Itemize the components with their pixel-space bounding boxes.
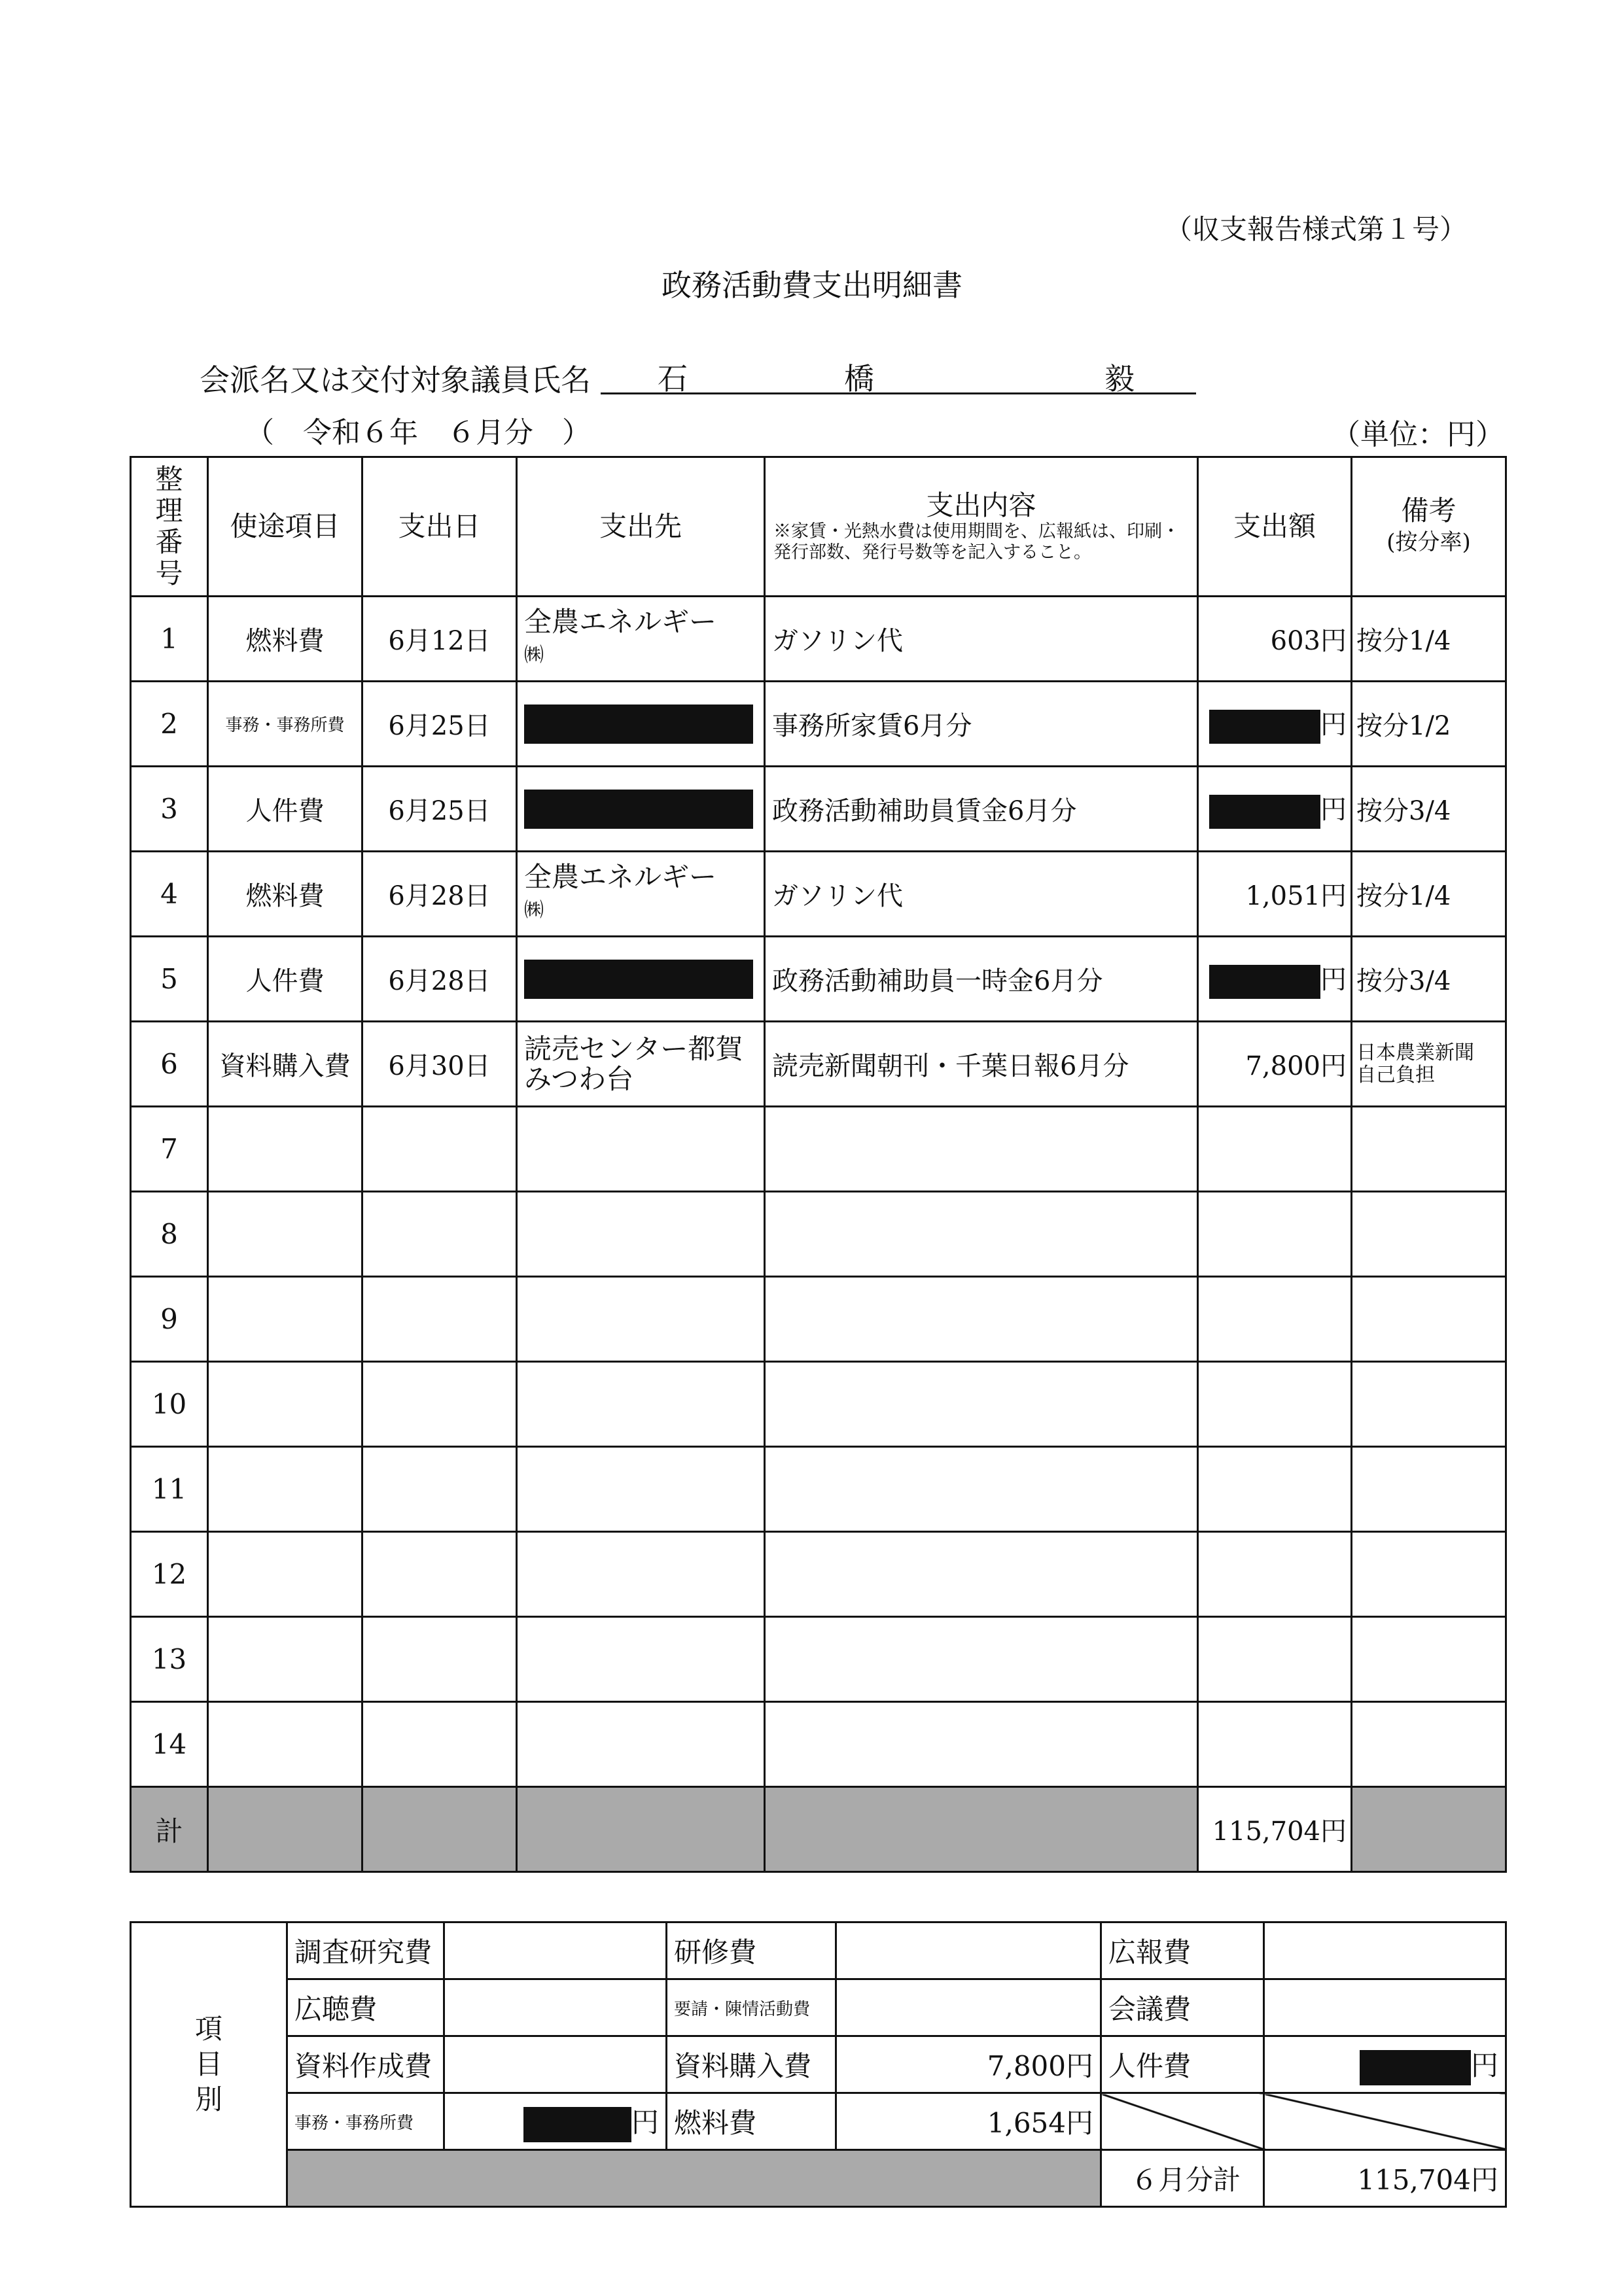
row-date: 6月28日: [362, 937, 517, 1022]
row-no: 14: [131, 1702, 208, 1787]
doc-creation-value: [444, 2036, 667, 2093]
row-amount: 円: [1198, 937, 1352, 1022]
row-no: 10: [131, 1362, 208, 1447]
fuel-label: 燃料費: [667, 2093, 836, 2150]
redaction-bar: [524, 790, 753, 829]
row-amount: 603円: [1198, 597, 1352, 682]
member-name-part-2: 橋: [844, 361, 874, 396]
row-remarks: 按分1/4: [1352, 597, 1506, 682]
row-date: 6月25日: [362, 767, 517, 852]
redaction-bar: [1209, 795, 1320, 829]
row-remarks: 按分3/4: [1352, 767, 1506, 852]
row-date: 6月25日: [362, 682, 517, 767]
col-header-payee: 支出先: [517, 457, 765, 597]
fuel-value: 1,654円: [836, 2093, 1101, 2150]
row-no: 9: [131, 1277, 208, 1362]
col-header-item: 使途項目: [208, 457, 362, 597]
row-item: 燃料費: [208, 852, 362, 937]
member-label: 会派名又は交付対象議員氏名: [200, 362, 591, 398]
research-value: [444, 1922, 667, 1979]
doc-purchase-label: 資料購入費: [667, 2036, 836, 2093]
redaction-bar: [523, 2107, 631, 2142]
col-header-no: 整理番号: [131, 457, 208, 597]
row-no: 1: [131, 597, 208, 682]
month-total-amount: 115,704円: [1264, 2150, 1506, 2207]
row-no: 12: [131, 1532, 208, 1617]
row-no: 13: [131, 1617, 208, 1702]
pr-value: [1264, 1922, 1506, 1979]
row-payee: 全農エネルギー ㈱: [517, 597, 765, 682]
table-row: [131, 767, 1506, 852]
row-payee: 読売センター都賀みつわ台: [517, 1022, 765, 1107]
row-item: 資料購入費: [208, 1022, 362, 1107]
doc-creation-label: 資料作成費: [287, 2036, 444, 2093]
table-row: [131, 1532, 1506, 1617]
petition-label: 要請・陳情活動費: [667, 1979, 836, 2036]
unit-label: （単位：円）: [1332, 418, 1504, 451]
row-content: ガソリン代: [765, 597, 1198, 682]
form-number: （収支報告様式第１号）: [1165, 213, 1468, 245]
content-header-note: ※家賃・光熱水費は使用期間を、広報紙は、印刷・発行部数、発行号数等を記入すること。: [773, 521, 1180, 563]
expense-table: [130, 456, 1507, 1873]
personnel-value: 円: [1264, 2036, 1506, 2093]
col-header-remarks: [1352, 457, 1506, 597]
row-content: 事務所家賃6月分: [765, 682, 1198, 767]
row-amount: 円: [1198, 767, 1352, 852]
total-amount: 115,704円: [1198, 1787, 1352, 1872]
row-payee: [517, 682, 765, 767]
member-name-part-1: 石: [658, 361, 688, 396]
row-no: 11: [131, 1447, 208, 1532]
row-amount: 7,800円: [1198, 1022, 1352, 1107]
table-header-row: [131, 457, 1506, 597]
meeting-label: 会議費: [1101, 1979, 1264, 2036]
redaction-bar: [1360, 2050, 1471, 2085]
meeting-value: [1264, 1979, 1506, 2036]
office-label: 事務・事務所費: [287, 2093, 444, 2150]
remarks-header-sub: (按分率): [1386, 529, 1471, 555]
page-title: 政務活動費支出明細書: [662, 268, 962, 303]
row-content: ガソリン代: [765, 852, 1198, 937]
category-summary-table: [130, 1921, 1507, 2208]
row-remarks: 按分3/4: [1352, 937, 1506, 1022]
total-row: [131, 1787, 1506, 1872]
row-date: 6月28日: [362, 852, 517, 937]
row-remarks: 日本農業新聞 自己負担: [1352, 1022, 1506, 1107]
redaction-bar: [1209, 710, 1320, 744]
row-no: 2: [131, 682, 208, 767]
row-item: 人件費: [208, 937, 362, 1022]
month-total-label: ６月分計: [1101, 2150, 1264, 2207]
col-header-content: [765, 457, 1198, 597]
pr-label: 広報費: [1101, 1922, 1264, 1979]
hearing-value: [444, 1979, 667, 2036]
table-row: [131, 597, 1506, 682]
redaction-bar: [524, 704, 753, 744]
gray-filler: [287, 2150, 1101, 2207]
table-row: [131, 1192, 1506, 1277]
category-side-label: 項 目 別: [131, 1922, 287, 2207]
table-row: [131, 1702, 1506, 1787]
table-row: [131, 937, 1506, 1022]
petition-value: [836, 1979, 1101, 2036]
row-no: 7: [131, 1107, 208, 1192]
row-item: 燃料費: [208, 597, 362, 682]
row-no: 4: [131, 852, 208, 937]
row-no: 5: [131, 937, 208, 1022]
row-date: 6月30日: [362, 1022, 517, 1107]
hearing-label: 広聴費: [287, 1979, 444, 2036]
col-header-amount: 支出額: [1198, 457, 1352, 597]
report-period: （ 令和６年 ６月分 ）: [245, 416, 591, 449]
training-value: [836, 1922, 1101, 1979]
row-remarks: 按分1/2: [1352, 682, 1506, 767]
training-label: 研修費: [667, 1922, 836, 1979]
row-amount: 円: [1198, 682, 1352, 767]
row-content: 政務活動補助員一時金6月分: [765, 937, 1198, 1022]
table-row: [131, 852, 1506, 937]
table-row: [131, 1277, 1506, 1362]
personnel-label: 人件費: [1101, 2036, 1264, 2093]
table-row: [131, 1022, 1506, 1107]
row-content: 政務活動補助員賃金6月分: [765, 767, 1198, 852]
row-payee: 全農エネルギー ㈱: [517, 852, 765, 937]
row-item: 人件費: [208, 767, 362, 852]
table-row: [131, 1362, 1506, 1447]
row-payee: [517, 937, 765, 1022]
row-date: 6月12日: [362, 597, 517, 682]
content-header-label: 支出内容: [926, 489, 1036, 521]
row-remarks: 按分1/4: [1352, 852, 1506, 937]
research-label: 調査研究費: [287, 1922, 444, 1979]
row-content: 読売新聞朝刊・千葉日報6月分: [765, 1022, 1198, 1107]
redaction-bar: [524, 960, 753, 999]
row-no: 8: [131, 1192, 208, 1277]
doc-purchase-value: 7,800円: [836, 2036, 1101, 2093]
redaction-bar: [1209, 965, 1320, 999]
remarks-header-label: 備考: [1401, 495, 1456, 527]
blank-diagonal-cell: [1101, 2093, 1264, 2150]
member-underline: [601, 392, 1196, 394]
office-value: 円: [444, 2093, 667, 2150]
table-row: [131, 682, 1506, 767]
table-row: [131, 1447, 1506, 1532]
table-row: [131, 1107, 1506, 1192]
member-name-part-3: 毅: [1104, 361, 1135, 396]
row-no: 3: [131, 767, 208, 852]
row-no: 6: [131, 1022, 208, 1107]
row-item: 事務・事務所費: [208, 682, 362, 767]
row-payee: [517, 767, 765, 852]
total-label: 計: [131, 1787, 208, 1872]
row-amount: 1,051円: [1198, 852, 1352, 937]
col-header-date: 支出日: [362, 457, 517, 597]
table-row: [131, 1617, 1506, 1702]
blank-diagonal-cell: [1264, 2093, 1506, 2150]
